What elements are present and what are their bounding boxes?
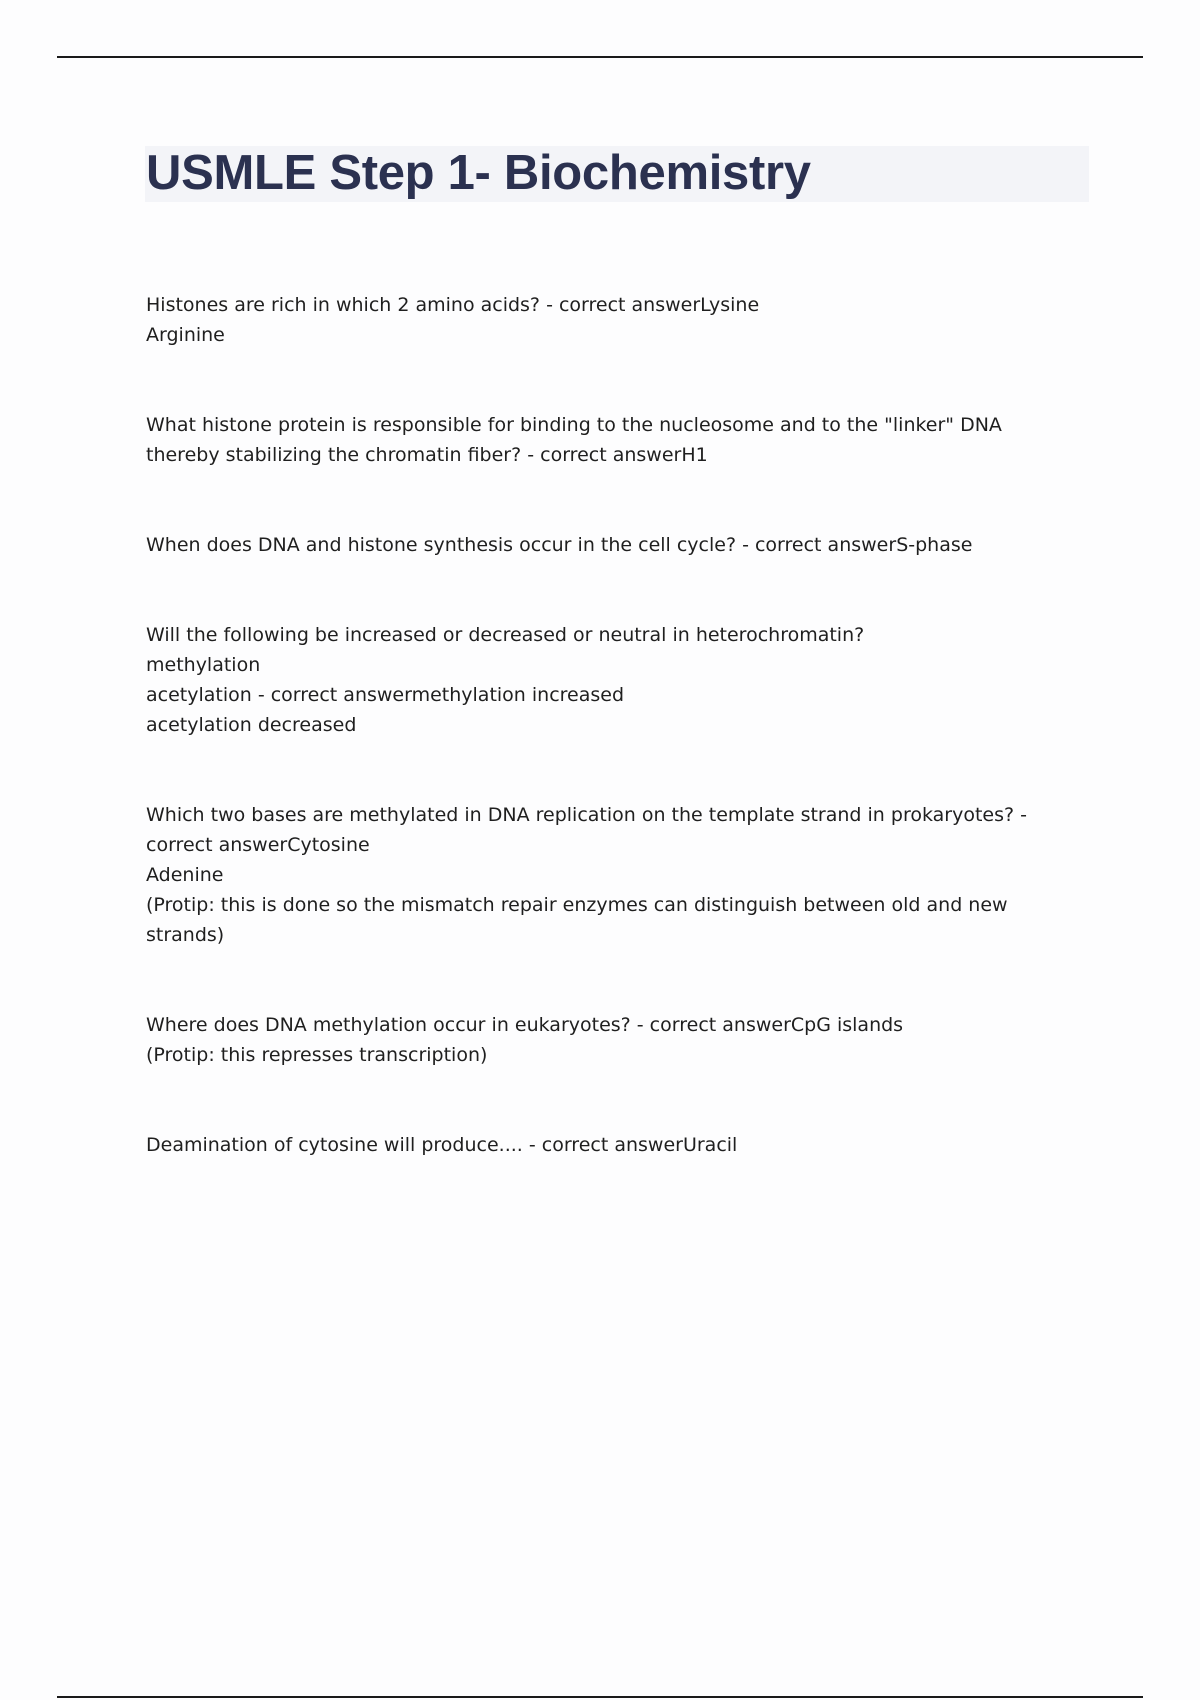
answer-continuation: Arginine xyxy=(146,324,225,346)
document-title: USMLE Step 1- Biochemistry xyxy=(146,146,811,200)
question-line xyxy=(146,1130,1066,1160)
qa-item-cytosine-deamination xyxy=(146,1130,1066,1160)
question-line xyxy=(146,1010,1066,1040)
qa-item-prokaryote-methylation xyxy=(146,800,1066,950)
question-line: Will the following be increased or decreased or neutral in heterochromatin? xyxy=(146,624,865,646)
answer-text: Uracil xyxy=(682,1134,738,1156)
answer-marker: - correct answer xyxy=(251,684,412,706)
question-text: Where does DNA methylation occur in eukaryotes? xyxy=(146,1014,631,1036)
question-text: What histone protein is responsible for binding to the nucleosome and to the "linker" DNA thereby stabilizing the chromatin fiber? xyxy=(146,414,1002,466)
question-line xyxy=(146,800,1066,860)
question-text: Deamination of cytosine will produce.... xyxy=(146,1134,523,1156)
protip-note: (Protip: this represses transcription) xyxy=(146,1044,488,1066)
question-line xyxy=(146,530,1066,560)
answer-text: S-phase xyxy=(896,534,973,556)
qa-item-histone-amino-acids xyxy=(146,290,1066,350)
answer-text: CpG islands xyxy=(790,1014,904,1036)
answer-continuation: acetylation decreased xyxy=(146,714,357,736)
question-line xyxy=(146,290,1066,320)
sub-item-methylation: methylation xyxy=(146,654,261,676)
question-text: When does DNA and histone synthesis occur in the cell cycle? xyxy=(146,534,737,556)
answer-text: H1 xyxy=(681,444,708,466)
answer-continuation: Adenine xyxy=(146,864,224,886)
qa-item-h1-histone xyxy=(146,410,1066,470)
top-rule xyxy=(57,56,1143,58)
bottom-rule xyxy=(57,1696,1143,1698)
answer-marker: - correct answer xyxy=(522,1134,683,1156)
question-text: Histones are rich in which 2 amino acids? xyxy=(146,294,541,316)
document-body xyxy=(146,290,1066,1160)
question-line xyxy=(146,410,1066,470)
qa-item-synthesis-phase xyxy=(146,530,1066,560)
answer-marker: - correct answer xyxy=(146,804,1027,856)
protip-note: (Protip: this is done so the mismatch repair enzymes can distinguish between old and new strands) xyxy=(146,894,1008,946)
qa-item-eukaryote-methylation xyxy=(146,1010,1066,1070)
qa-item-heterochromatin xyxy=(146,620,1066,740)
answer-text: Cytosine xyxy=(287,834,370,856)
sub-item-acetylation: acetylation xyxy=(146,684,252,706)
question-text: Which two bases are methylated in DNA replication on the template strand in prokaryotes? xyxy=(146,804,1015,826)
answer-marker: - correct answer xyxy=(521,444,682,466)
answer-text: methylation increased xyxy=(411,684,625,706)
answer-marker: - correct answer xyxy=(540,294,701,316)
answer-marker: - correct answer xyxy=(630,1014,791,1036)
answer-text: Lysine xyxy=(700,294,760,316)
answer-marker: - correct answer xyxy=(736,534,897,556)
question-line xyxy=(146,680,1066,710)
